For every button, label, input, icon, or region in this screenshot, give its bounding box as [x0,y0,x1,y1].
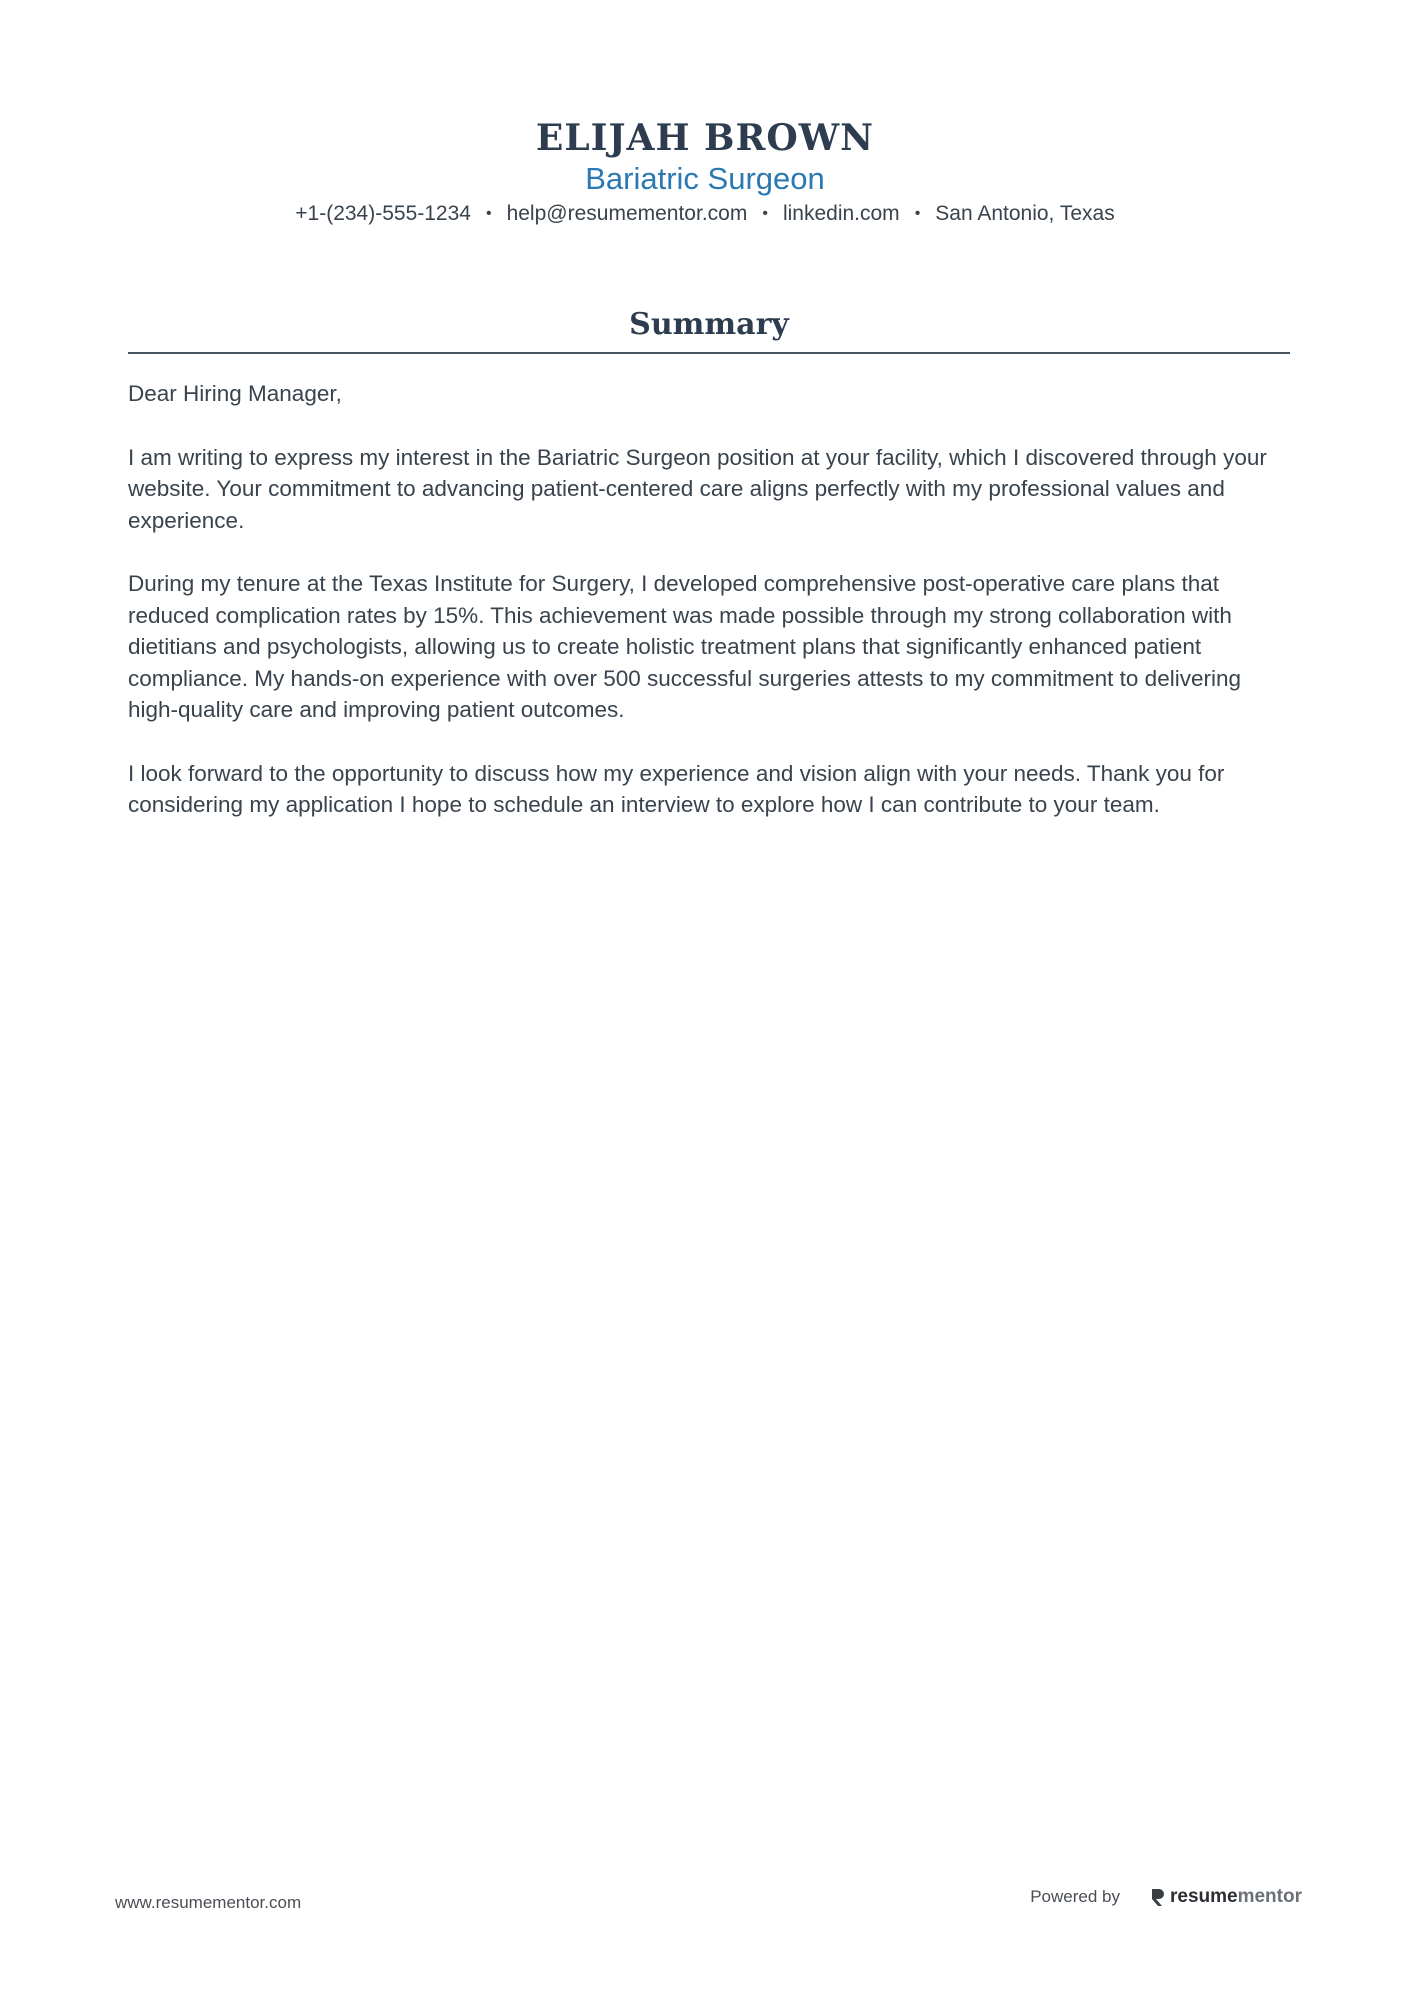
separator-bullet: • [762,205,768,222]
resumementor-logo-icon [1150,1887,1166,1907]
powered-by-label: Powered by [1030,1887,1120,1906]
footer-branding [1030,1886,1302,1908]
paragraph: I am writing to express my interest in the Bariatric Surgeon position at your facility, which I discovered through your website. Your commitment to advancing patient-centered care aligns perfectly with my professional values and experience. [128,444,1267,533]
paragraph: I look forward to the opportunity to discuss how my experience and vision align with your needs. Thank you for considering my application I hope to schedule an interview to explore how I can contribute to your team. [128,760,1225,817]
greeting: Dear Hiring Manager, [128,381,342,406]
candidate-name: ELIJAH BROWN [535,117,875,159]
separator-bullet: • [485,205,492,222]
footer-website: www.resumementor.com [115,1893,302,1912]
contact-line [0,200,1410,228]
job-title: Bariatric Surgeon [585,161,825,196]
brand-text-part2: mentor [1237,1886,1302,1907]
letter-body [128,378,1290,821]
phone: +1-(234)-555-1234 [295,202,471,225]
brand-text-part1: resume [1169,1886,1238,1907]
paragraph: During my tenure at the Texas Institute for Surgery, I developed comprehensive post-operative care plans that reduced complication rates by 15%. This achievement was made possible through my strong collaboration with dietitians and psychologists, allowing us to create holistic treatment plans that significantly enhanced patient compliance. My hands-on experience with over 500 successful surgeries attests to my commitment to delivering high-quality care and improving patient outcomes. [128,571,1241,722]
summary-section [128,305,1290,853]
location: San Antonio, Texas [935,202,1115,225]
email: help@resumementor.com [506,202,748,225]
brand-logo [1150,1886,1302,1908]
separator-bullet: • [914,205,921,222]
linkedin: linkedin.com [782,202,900,225]
header [0,116,1410,228]
section-title: Summary [128,305,1290,354]
